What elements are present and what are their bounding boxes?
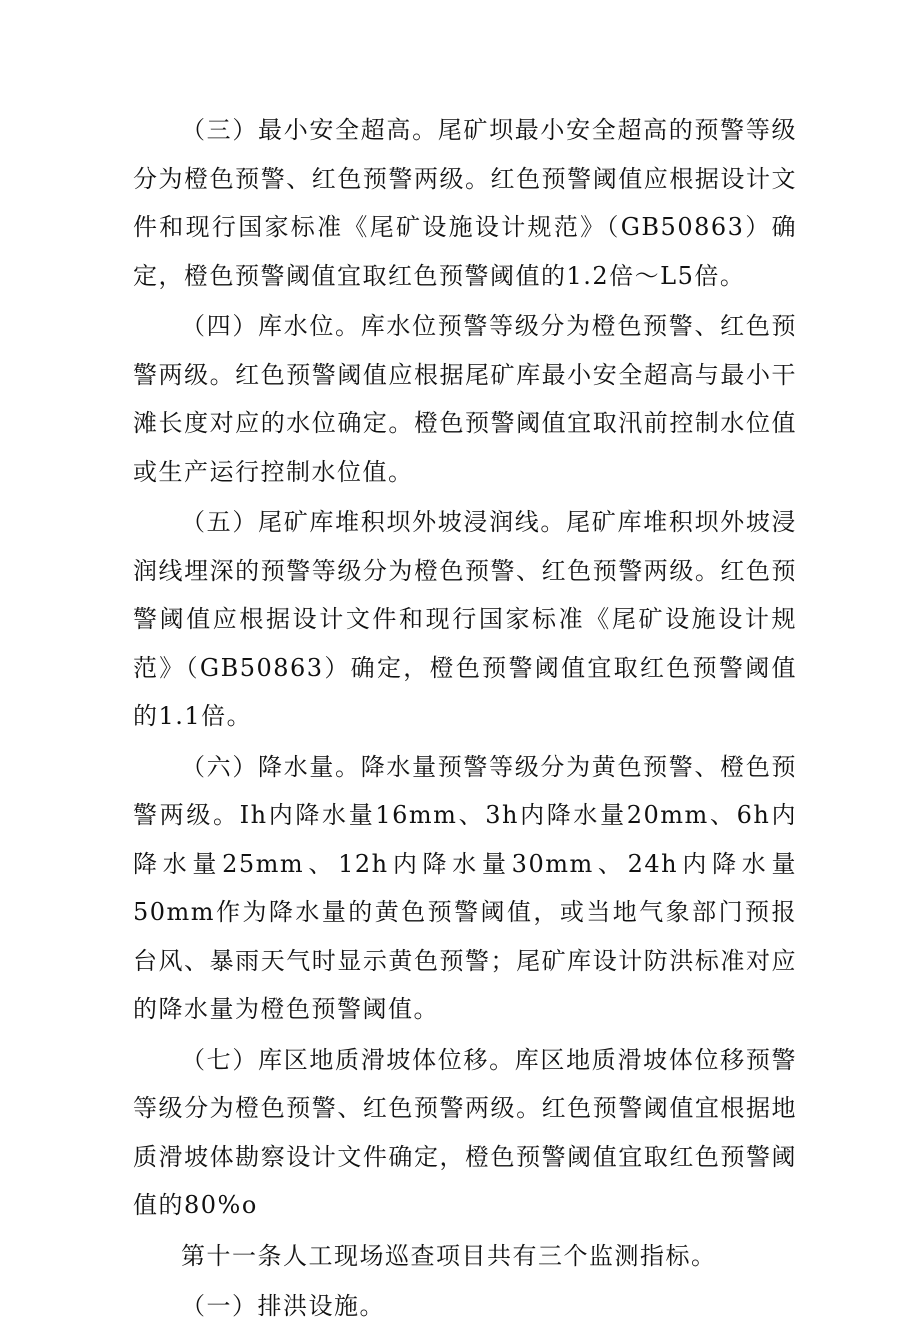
paragraph-landslide-displacement: （七）库区地质滑坡体位移。库区地质滑坡体位移预警等级分为橙色预警、红色预警两级。红色预警阈值宜根据地质滑坡体勘察设计文件确定，橙色预警阈值宜取红色预警阈值的80%o (133, 1045, 797, 1219)
document-body (133, 106, 797, 1331)
paragraph-drainage-facilities: （一）排洪设施。 (181, 1292, 385, 1320)
paragraph-article-eleven: 第十一条人工现场巡查项目共有三个监测指标。 (181, 1241, 717, 1270)
paragraph-precipitation: （六）降水量。降水量预警等级分为黄色预警、橙色预警两级。Ih内降水量16mm、3h内降水量20mm、6h内降水量25mm、12h内降水量30mm、24h内降水量50mm作为降水量的黄色预警阈值，或当地气象部门预报台风、暴雨天气时显示黄色预警；尾矿库设计防洪标准对应的降水量为橙色预警阈值。 (133, 752, 797, 1023)
paragraph-phreatic-line: （五）尾矿库堆积坝外坡浸润线。尾矿库堆积坝外坡浸润线埋深的预警等级分为橙色预警、红色预警两级。红色预警阈值应根据设计文件和现行国家标准《尾矿设施设计规范》（GB50863）确定，橙色预警阈值宜取红色预警阈值的1.1倍。 (133, 508, 797, 730)
paragraph-min-safety-freeboard: （三）最小安全超高。尾矿坝最小安全超高的预警等级分为橙色预警、红色预警两级。红色预警阈值应根据设计文件和现行国家标准《尾矿设施设计规范》（GB50863）确定，橙色预警阈值宜取红色预警阈值的1.2倍～L5倍。 (133, 116, 797, 290)
paragraph-reservoir-water-level: （四）库水位。库水位预警等级分为橙色预警、红色预警两级。红色预警阈值应根据尾矿库最小安全超高与最小干滩长度对应的水位确定。橙色预警阈值宜取汛前控制水位值或生产运行控制水位值。 (133, 312, 797, 486)
